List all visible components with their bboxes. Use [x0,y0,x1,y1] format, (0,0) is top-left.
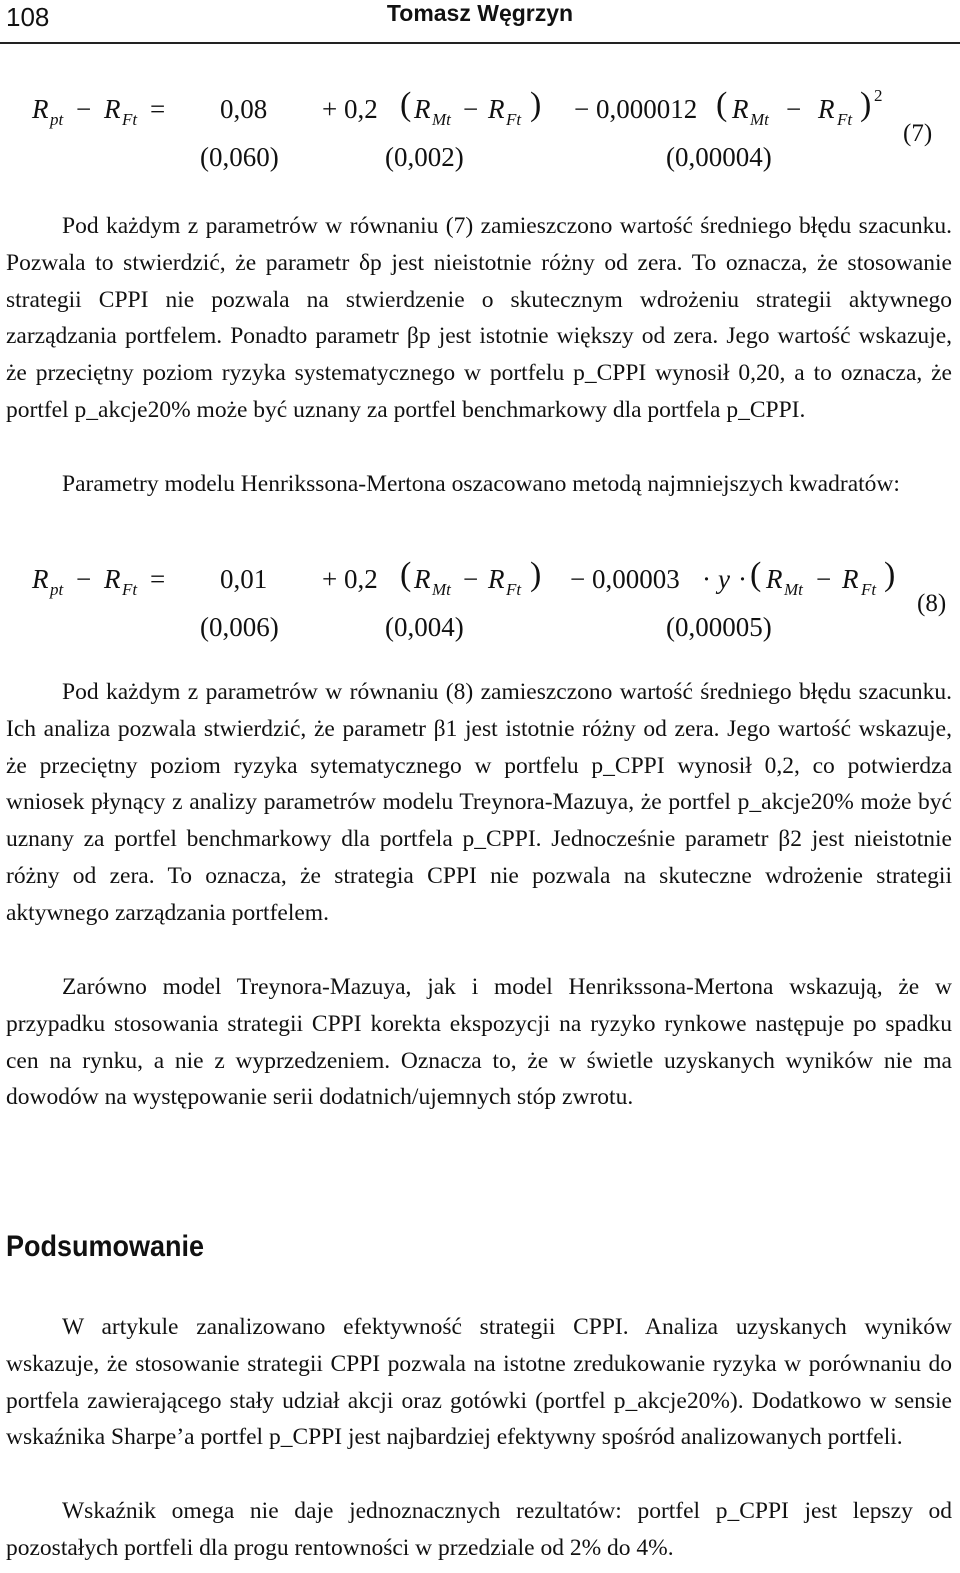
eq7-paren-open-2: ( [716,86,728,123]
eq8-paren-close-2: ) [884,556,896,593]
eq7-paren-open: ( [400,86,412,123]
eq8-r-mt: R [414,564,431,594]
eq8-sub-ft-2: Ft [506,580,522,599]
paragraph-2: Parametry modelu Henrikssona-Mertona oszacowano metodą najmniejszych kwadratów: [62,471,900,497]
eq7-paren-close: ) [530,86,542,123]
eq8-dot-2: · [738,564,747,594]
eq7-sub-ft-3: Ft [837,110,853,129]
eq8-se-2: (0,00005) [666,612,772,642]
eq7-sub-ft-2: Ft [506,110,522,129]
eq7-sub-mt: Mt [432,110,451,129]
eq8-r-ft-2: R [488,564,505,594]
eq8-r-ft-3: R [842,564,859,594]
page-header [0,0,960,44]
page-number: 108 [6,2,50,32]
eq8-minus-3: − [816,564,832,594]
running-head-author: Tomasz Węgrzyn [386,0,574,26]
eq8-sub-mt: Mt [432,580,451,599]
eq7-r-ft: R [104,94,121,124]
eq7-r-ft-2: R [488,94,505,124]
eq7-r-mt-2: R [732,94,749,124]
eq8-number: (8) [917,590,947,617]
eq7-r: R [32,94,49,124]
eq7-coef-0: 0,08 [220,94,268,124]
eq8-r: R [32,564,49,594]
eq8-sub-ft: Ft [122,580,138,599]
eq8-r-ft: R [104,564,121,594]
paragraph-5: W artykule zanalizowano efektywność strategii CPPI. Analiza uzyskanych wyników wskazuje, że stosowanie strategii CPPI pozwala na istotne zredukowanie ryzyka w porównaniu do portfela zawierającego stały udział akcji oraz gotówki (portfel p_akcje20%). Dodatkowo w sensie wskaźnika Sharpe’a portfel p_CPPI jest najbardziej efektywny spośród analizowanych portfeli. [6,1314,952,1451]
eq8-minus: − [76,564,92,594]
eq7-r-ft-3: R [818,94,835,124]
eq8-sub-ft-3: Ft [861,580,877,599]
eq7-se-1: (0,002) [385,142,464,172]
header-rule [0,42,960,44]
eq7-sub-pt: pt [50,110,64,129]
eq8-paren-open-2: ( [750,556,762,593]
equation-7 [0,88,960,188]
eq7-r-mt: R [414,94,431,124]
eq7-paren-close-2: ) [860,86,872,123]
eq8-minus-2: − [463,564,479,594]
eq7-exponent: 2 [874,86,883,105]
equation-8 [0,556,960,662]
eq8-se-1: (0,004) [385,612,464,642]
eq7-coef-1: + 0,2 [322,94,378,124]
eq8-dot: · [702,564,711,594]
section-heading: Podsumowanie [6,1230,205,1263]
eq7-minus-2: − [463,94,479,124]
eq7-se-0: (0,060) [200,142,279,172]
eq8-sub-pt: pt [50,580,64,599]
eq7-equals: = [150,94,166,124]
eq7-se-2: (0,00004) [666,142,772,172]
eq8-sub-mt-2: Mt [784,580,803,599]
eq8-se-0: (0,006) [200,612,279,642]
eq7-number: (7) [903,120,933,147]
eq8-y: y [718,564,730,594]
eq8-r-mt-2: R [766,564,783,594]
eq8-coef-2: − 0,00003 [570,564,680,594]
eq8-equals: = [150,564,166,594]
eq8-paren-open: ( [400,556,412,593]
eq8-paren-close: ) [530,556,542,593]
eq7-sub-mt-2: Mt [750,110,769,129]
eq7-minus-3: − [786,94,802,124]
paragraph-4: Zarówno model Treynora-Mazuya, jak i model Henrikssona-Mertona wskazują, że w przypadku stosowania strategii CPPI korekta ekspozycji na ryzyko rynkowe następuje po spadku cen na rynku, a nie z wyprzedzeniem. Oznacza to, że w świetle uzyskanych wyników nie ma dowodów na występowanie serii dodatnich/ujemnych stóp zwrotu. [6,974,952,1111]
eq8-coef-1: + 0,2 [322,564,378,594]
eq7-coef-2: − 0,000012 [574,94,698,124]
eq7-sub-ft: Ft [122,110,138,129]
paragraph-3: Pod każdym z parametrów w równaniu (8) zamieszczono wartość średniego błędu szacunku. Ich analiza pozwala stwierdzić, że parametr β1 jest istotnie różny od zera. Jego wartość wskazuje, że przeciętny poziom ryzyka sytematycznego w portfelu p_CPPI wynosił 0,2, co potwierdza wniosek płynący z analizy parametrów modelu Treynora-Mazuya, że portfel p_akcje20% może być uznany za portfel benchmarkowy dla portfela p_CPPI. Jednocześnie parametr β2 jest nieistotnie różny od zera. To oznacza, że strategia CPPI nie pozwala na skuteczne wdrożenie strategii aktywnego zarządzania portfelem. [6,679,952,926]
paragraph-6: Wskaźnik omega nie daje jednoznacznych rezultatów: portfel p_CPPI jest lepszy od pozostałych portfeli dla progu rentowności w przedziale od 2% do 4%. [6,1498,952,1561]
paragraph-1: Pod każdym z parametrów w równaniu (7) zamieszczono wartość średniego błędu szacunku. Pozwala to stwierdzić, że parametr δp jest nieistotnie różny od zera. To oznacza, że stosowanie strategii CPPI nie pozwala na stwierdzenie o skutecznym wdrożeniu strategii aktywnego zarządzania portfelem. Ponadto parametr βp jest istotnie większy od zera. Jego wartość wskazuje, że przeciętny poziom ryzyka systematycznego w portfelu p_CPPI wynosił 0,20, a to oznacza, że portfel p_akcje20% może być uznany za portfel benchmarkowy dla portfela p_CPPI. [6,213,952,423]
eq8-coef-0: 0,01 [220,564,268,594]
eq7-minus: − [76,94,92,124]
